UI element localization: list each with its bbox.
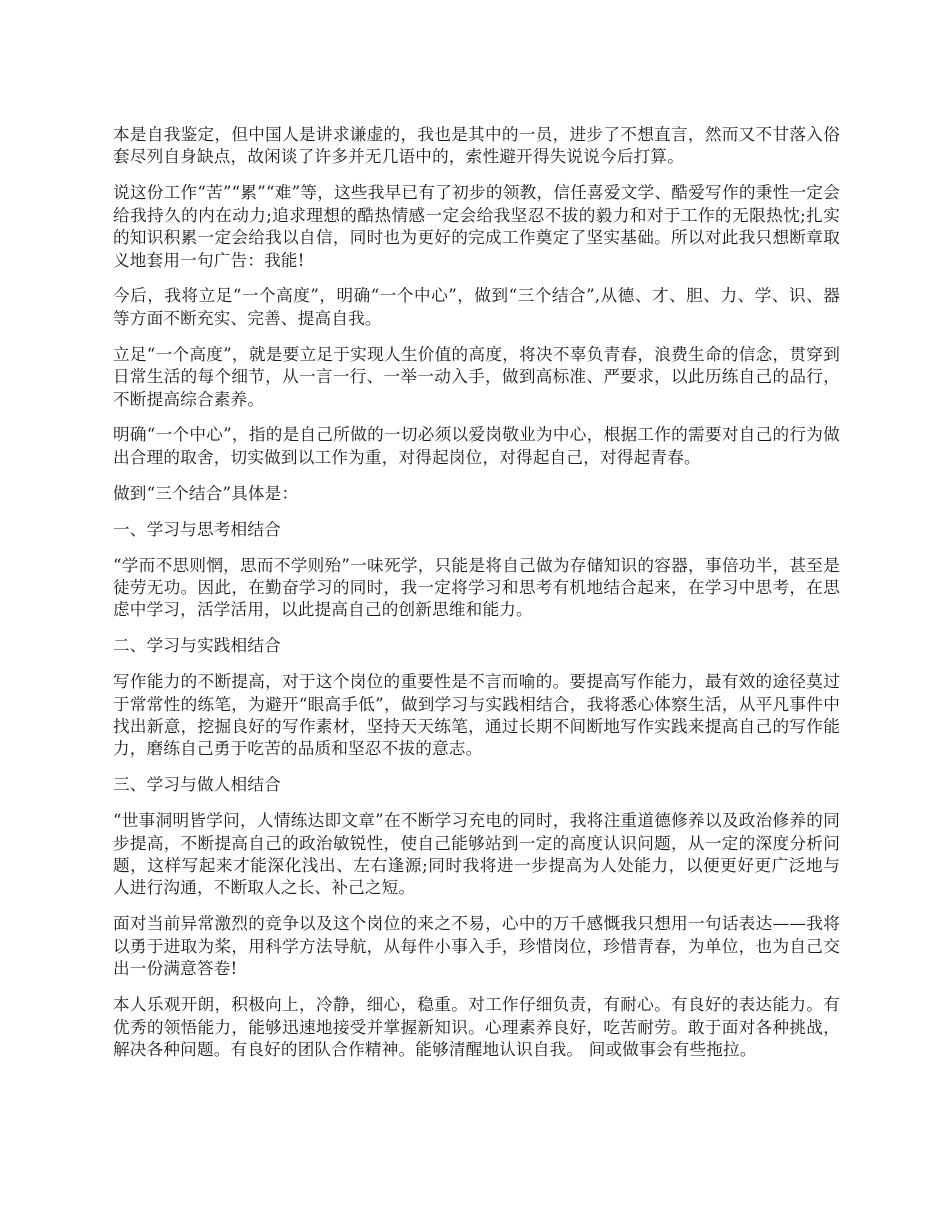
- paragraph-study-thinking: “学而不思则惘，思而不学则殆”一味死学，只能是将自己做为存储知识的容器，事倍功半，甚至是徒劳无功。因此，在勤奋学习的同时，我一定将学习和思考有机地结合起来，在学习中思考，在思虑中学习，活学活用，以此提高自己的创新思维和能力。: [113, 555, 840, 620]
- paragraph-conclusion: 面对当前异常激烈的竞争以及这个岗位的来之不易，心中的万千感慨我只想用一句话表达——我将以勇于进取为桨，用科学方法导航，从每件小事入手，珍惜岗位，珍惜青春，为单位，也为自己交出一份满意答卷!: [113, 914, 840, 979]
- paragraph-study-practice: 写作能力的不断提高，对于这个岗位的重要性是不言而喻的。要提高写作能力，最有效的途径莫过于常常性的练笔，为避开“眼高手低”，做到学习与实践相结合，我将悉心体察生活，从平凡事件中找出新意，挖掘良好的写作素材，坚持天天练笔，通过长期不间断地写作实践来提高自己的写作能力，磨练自己勇于吃苦的品质和坚忍不拔的意志。: [113, 672, 840, 759]
- paragraph-job-hardship: 说这份工作“苦”“累”“难”等，这些我早已有了初步的领教，信任喜爱文学、酷爱写作的秉性一定会给我持久的内在动力;追求理想的酷热情感一定会给我坚忍不拔的毅力和对于工作的无限热忱;扎实的知识积累一定会给我以自信，同时也为更好的完成工作奠定了坚实基础。所以对此我只想断章取义地套用一句广告：我能!: [113, 183, 840, 270]
- heading-study-practice: 二、学习与实践相结合: [113, 636, 281, 656]
- paragraph-future-plan: 今后，我将立足“一个高度”，明确“一个中心”，做到“三个结合”,从德、才、胆、力、学、识、器等方面不断充实、完善、提高自我。: [113, 286, 840, 328]
- heading-study-conduct: 三、学习与做人相结合: [113, 775, 281, 795]
- document-body: [113, 124, 840, 1075]
- paragraph-self-assessment: 本人乐观开朗，积极向上，冷静，细心，稳重。对工作仔细负责，有耐心。有良好的表达能力。有优秀的领悟能力，能够迅速地接受并掌握新知识。心理素养良好，吃苦耐劳。敢于面对各种挑战，解决各种问题。有良好的团队合作精神。能够清醒地认识自我。 间或做事会有些拖拉。: [113, 995, 840, 1059]
- paragraph-intro: 本是自我鉴定，但中国人是讲求谦虚的，我也是其中的一员，进步了不想直言，然而又不甘落入俗套尽列自身缺点，故闲谈了许多并无几语中的，索性避开得失说说今后打算。: [113, 125, 840, 167]
- paragraph-study-conduct: “世事洞明皆学问，人情练达即文章”在不断学习充电的同时，我将注重道德修养以及政治修养的同步提高，不断提高自己的政治敏锐性，使自己能够站到一定的高度认识问题，从一定的深度分析问题，这样写起来才能深化浅出、左右逢源;同时我将进一步提高为人处能力，以便更好更广泛地与人进行沟通，不断取人之长、补己之短。: [113, 811, 840, 898]
- paragraph-one-center: 明确“一个中心”，指的是自己所做的一切必须以爱岗敬业为中心，根据工作的需要对自己的行为做出合理的取舍，切实做到以工作为重，对得起岗位，对得起自己，对得起青春。: [113, 425, 840, 467]
- heading-study-thinking: 一、学习与思考相结合: [113, 519, 281, 539]
- paragraph-three-combinations: 做到“三个结合”具体是：: [113, 483, 299, 503]
- paragraph-one-height: 立足“一个高度”，就是要立足于实现人生价值的高度，将决不辜负青春，浪费生命的信念，贯穿到日常生活的每个细节，从一言一行、一举一动入手，做到高标准、严要求，以此历练自己的品行，不断提高综合素养。: [113, 344, 840, 409]
